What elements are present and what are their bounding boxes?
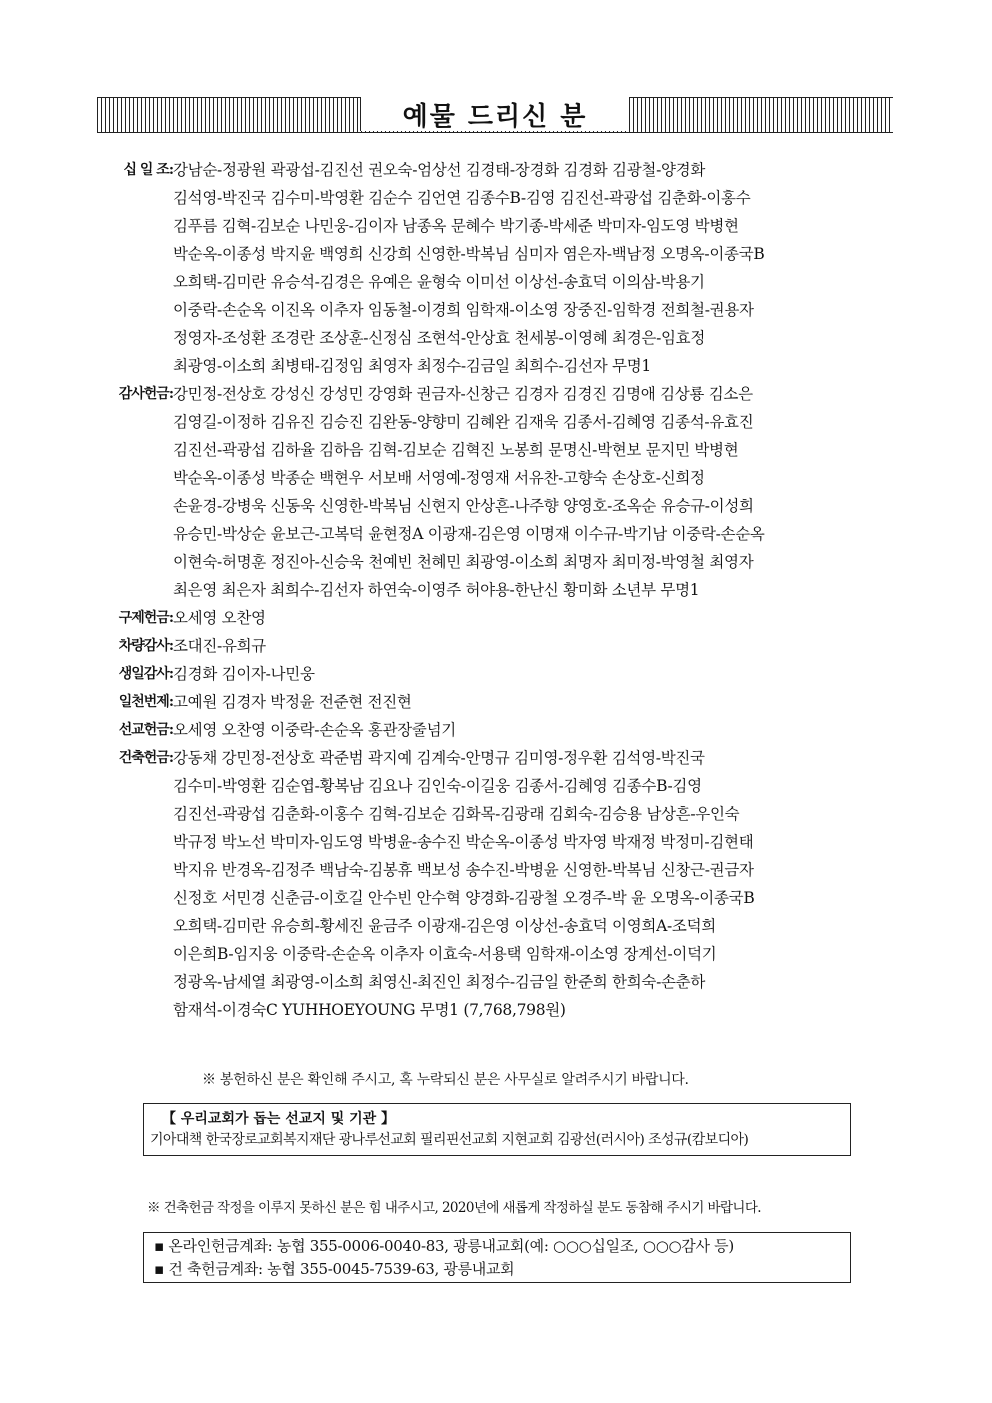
name-line: 김진선-곽광섭 김하율 김하음 김혁-김보순 김혁진 노봉희 문명신-박현보 문지민 박병현	[173, 441, 739, 459]
section-names	[173, 660, 905, 688]
name-line: 강남순-정광원 곽광섭-김진선 권오숙-엄상선 김경태-장경화 김경화 김광철-양경화	[173, 161, 706, 179]
name-line: 손윤경-강병욱 신동욱 신영한-박복님 신현지 안상흔-나주향 양영호-조옥순 유승규-이성희	[173, 497, 754, 515]
offering-section	[105, 156, 905, 380]
name-line: 최은영 최은자 최희수-김선자 하연숙-이영주 허야용-한난신 황미화 소년부 무명1	[173, 581, 700, 599]
name-line: 함재석-이경숙C YUHHOEYOUNG 무명1 (7,768,798원)	[173, 1001, 566, 1019]
name-line: 정광옥-남세열 최광영-이소희 최영신-최진인 최정수-김금일 한준희 한희숙-손춘하	[173, 973, 706, 991]
section-names	[173, 380, 905, 604]
section-label: 일천번제:	[118, 694, 173, 710]
name-line: 이현숙-허명훈 정진아-신승욱 천예빈 천혜민 최광영-이소희 최명자 최미정-박영철 최영자	[173, 553, 754, 571]
name-line: 김영길-이정하 김유진 김승진 김완동-양향미 김혜완 김재욱 김종서-김혜영 김종석-유효진	[173, 413, 754, 431]
name-line: 조대진-유희규	[173, 637, 266, 655]
notice-building: ※ 건축헌금 작정을 이루지 못하신 분은 힘 내주시고, 2020년에 새롭게 작정하실 분도 동참해 주시기 바랍니다.	[147, 1200, 761, 1216]
title-banner	[97, 97, 893, 133]
section-names	[173, 632, 905, 660]
offering-section	[105, 744, 905, 1024]
name-line: 최광영-이소희 최병태-김정임 최영자 최정수-김금일 최희수-김선자 무명1	[173, 357, 651, 375]
name-line: 박순옥-이종성 박지윤 백영희 신강희 신영한-박복님 심미자 염은자-백남정 오명옥-이종국B	[173, 245, 765, 263]
name-line: 박지유 반경옥-김정주 백남숙-김봉휴 백보성 송수진-박병윤 신영한-박복님 신창근-권금자	[173, 861, 754, 879]
name-line: 박규정 박노선 박미자-임도영 박병윤-송수진 박순옥-이종성 박자영 박재정 박정미-김현태	[173, 833, 754, 851]
offering-section	[105, 688, 905, 716]
page-title: 예물 드리신 분	[360, 97, 630, 131]
section-label: 구제헌금:	[118, 610, 173, 626]
name-line: 이중락-손순옥 이진옥 이추자 임동철-이경희 임학재-이소영 장중진-임학경 전희철-권용자	[173, 301, 754, 319]
section-names	[173, 604, 905, 632]
section-label: 생일감사:	[118, 666, 173, 682]
mission-body: 기아대책 한국장로교회복지재단 광나루선교회 필리핀선교회 지현교회 김광선(러시아) 조성규(캄보디아)	[150, 1132, 749, 1148]
name-line: 김진선-곽광섭 김춘화-이홍수 김혁-김보순 김화목-김광래 김회숙-김승용 남상흔-우인숙	[173, 805, 740, 823]
name-line: 신정호 서민경 신춘금-이호길 안수빈 안수혁 양경화-김광철 오경주-박 윤 오명옥-이종국B	[173, 889, 755, 907]
mission-box	[143, 1103, 851, 1156]
section-label: 십 일 조:	[123, 162, 173, 178]
section-label: 건축헌금:	[118, 750, 173, 766]
account-online: ▪ 온라인헌금계좌: 농협 355-0006-0040-83, 광릉내교회(예: ○○○십일조, ○○○감사 등)	[154, 1237, 734, 1255]
offering-section	[105, 716, 905, 744]
notice-check: ※ 봉헌하신 분은 확인해 주시고, 혹 누락되신 분은 사무실로 알려주시기 바랍니다.	[202, 1072, 689, 1088]
section-label: 차량감사:	[118, 638, 173, 654]
account-box	[143, 1232, 851, 1283]
offering-section	[105, 604, 905, 632]
name-line: 강민정-전상호 강성신 강성민 강영화 권금자-신창근 김경자 김경진 김명애 김상룡 김소은	[173, 385, 753, 403]
section-names	[173, 744, 905, 1024]
section-names	[173, 688, 905, 716]
name-line: 오세영 오찬영	[173, 609, 266, 627]
mission-title: 【 우리교회가 돕는 선교지 및 기관 】	[162, 1111, 396, 1127]
offering-section	[105, 660, 905, 688]
offering-section	[105, 632, 905, 660]
name-line: 박순옥-이종성 박종순 백현우 서보배 서영예-정영재 서유찬-고향숙 손상호-신희정	[173, 469, 705, 487]
offering-list	[105, 156, 905, 1024]
name-line: 김푸름 김혁-김보순 나민웅-김이자 남종옥 문혜수 박기종-박세준 박미자-임도영 박병현	[173, 217, 739, 235]
section-names	[173, 716, 905, 744]
offering-section	[105, 380, 905, 604]
account-building: ▪ 건 축헌금계좌: 농협 355-0045-7539-63, 광릉내교회	[154, 1260, 515, 1278]
name-line: 정영자-조성환 조경란 조상훈-신정심 조현석-안상효 천세봉-이영혜 최경은-임효정	[173, 329, 706, 347]
name-line: 김수미-박영환 김순엽-황복남 김요나 김인숙-이길웅 김종서-김혜영 김종수B-김영	[173, 777, 702, 795]
name-line: 강동채 강민정-전상호 곽준범 곽지예 김계숙-안명규 김미영-정우환 김석영-박진국	[173, 749, 705, 767]
section-label: 감사헌금:	[118, 386, 173, 402]
name-line: 오희택-김미란 유승석-김경은 유예은 윤형숙 이미선 이상선-송효덕 이의삼-박용기	[173, 273, 705, 291]
name-line: 유승민-박상순 윤보근-고복덕 윤현정A 이광재-김은영 이명재 이수규-박기남 이중락-손순옥	[173, 525, 765, 543]
name-line: 고예원 김경자 박정윤 전준현 전진현	[173, 693, 412, 711]
name-line: 김석영-박진국 김수미-박영환 김순수 김언연 김종수B-김영 김진선-곽광섭 김춘화-이홍수	[173, 189, 751, 207]
name-line: 김경화 김이자-나민웅	[173, 665, 315, 683]
section-names	[173, 156, 905, 380]
name-line: 이은희B-임지웅 이중락-손순옥 이추자 이효숙-서용택 임학재-이소영 장계선-이덕기	[173, 945, 717, 963]
name-line: 오세영 오찬영 이중락-손순옥 홍관장줄넘기	[173, 721, 456, 739]
section-label: 선교헌금:	[118, 722, 173, 738]
name-line: 오희택-김미란 유승희-황세진 윤금주 이광재-김은영 이상선-송효덕 이영희A-조덕희	[173, 917, 716, 935]
